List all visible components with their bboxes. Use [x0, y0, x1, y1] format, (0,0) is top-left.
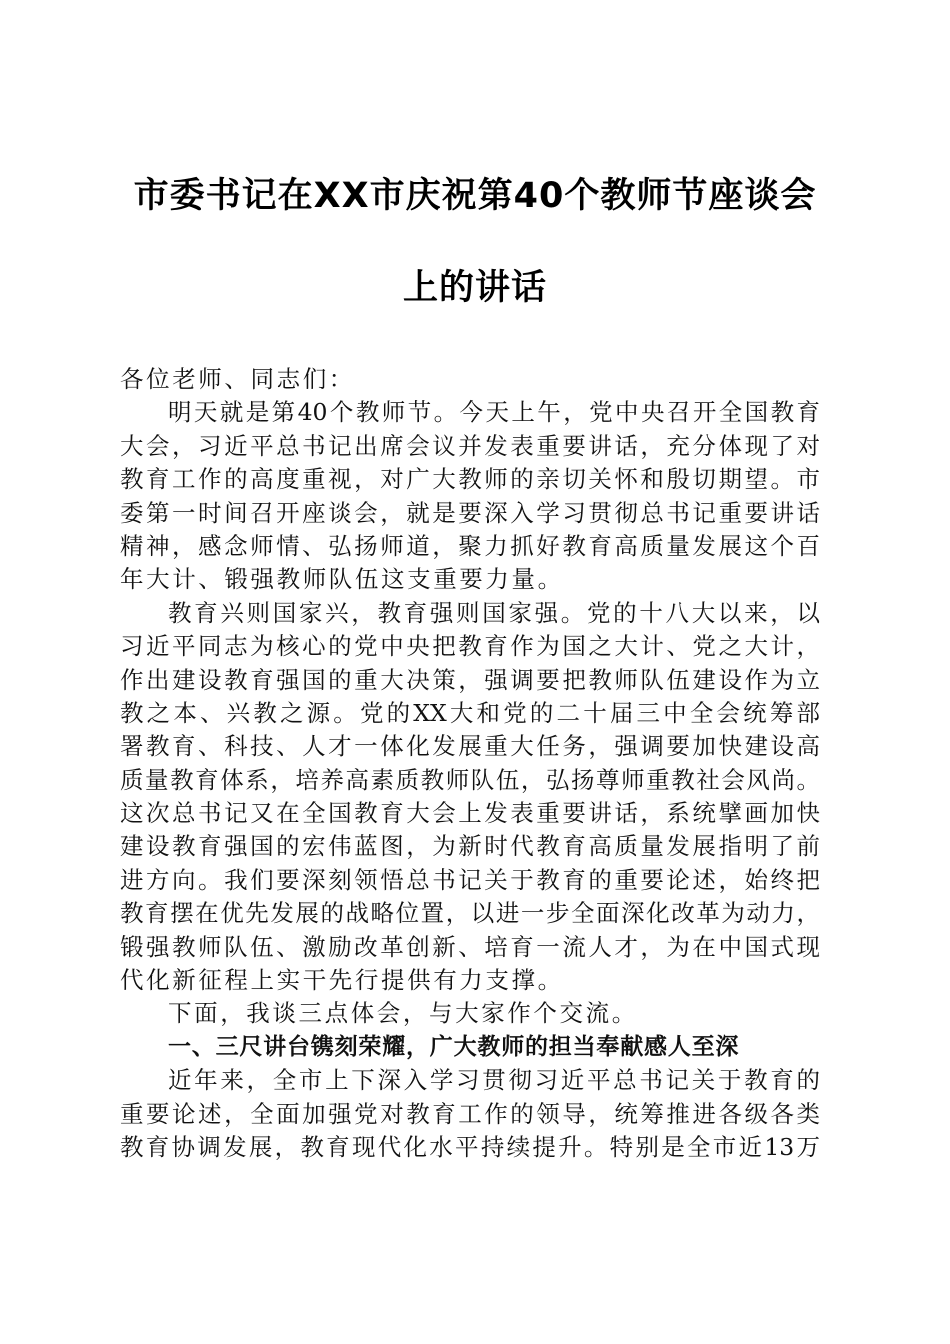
paragraph-2-line: 教育兴则国家兴，教育强则国家强。党的十八大以来，以	[168, 598, 820, 627]
section-heading: 一、三尺讲台镌刻荣耀，广大教师的担当奉献感人至深	[168, 1033, 740, 1060]
salutation: 各位老师、同志们：	[120, 365, 355, 393]
document-title-line-2: 上的讲话	[402, 268, 547, 308]
section-paragraph-line: 近年来，全市上下深入学习贯彻习近平总书记关于教育的	[168, 1066, 820, 1095]
paragraph-2-line: 进方向。我们要深刻领悟总书记关于教育的重要论述，始终把	[120, 865, 820, 894]
paragraph-2-line: 锻强教师队伍、激励改革创新、培育一流人才，为在中国式现	[120, 932, 820, 961]
paragraph-1-line: 年大计、锻强教师队伍这支重要力量。	[120, 565, 564, 594]
paragraph-2-line: 习近平同志为核心的党中央把教育作为国之大计、党之大计，	[120, 632, 820, 661]
section-paragraph-line: 重要论述，全面加强党对教育工作的领导，统筹推进各级各类	[120, 1099, 820, 1128]
paragraph-2-line: 教育摆在优先发展的战略位置，以进一步全面深化改革为动力，	[120, 899, 820, 928]
paragraph-3-line: 下面，我谈三点体会，与大家作个交流。	[168, 999, 638, 1028]
paragraph-2-line: 教之本、兴教之源。党的XX大和党的二十届三中全会统筹部	[120, 698, 820, 727]
paragraph-1-line: 教育工作的高度重视，对广大教师的亲切关怀和殷切期望。市	[120, 465, 820, 494]
document-body	[120, 363, 840, 1164]
paragraph-1-line: 委第一时间召开座谈会，就是要深入学习贯彻总书记重要讲话	[120, 498, 820, 527]
paragraph-2-line: 作出建设教育强国的重大决策，强调要把教师队伍建设作为立	[120, 665, 820, 694]
paragraph-2-line: 质量教育体系，培养高素质教师队伍，弘扬尊师重教社会风尚。	[120, 765, 820, 794]
paragraph-2-line: 建设教育强国的宏伟蓝图，为新时代教育高质量发展指明了前	[120, 832, 820, 861]
paragraph-2-line: 署教育、科技、人才一体化发展重大任务，强调要加快建设高	[120, 732, 820, 761]
section-paragraph-line: 教育协调发展，教育现代化水平持续提升。特别是全市近13万	[120, 1132, 820, 1161]
paragraph-2-line: 代化新征程上实干先行提供有力支撑。	[120, 966, 564, 995]
paragraph-1-line: 精神，感念师情、弘扬师道，聚力抓好教育高质量发展这个百	[120, 531, 820, 560]
paragraph-1-line: 明天就是第40个教师节。今天上午，党中央召开全国教育	[168, 398, 820, 427]
paragraph-2-line: 这次总书记又在全国教育大会上发表重要讲话，系统擘画加快	[120, 799, 820, 828]
document-title-line-1: 市委书记在XX市庆祝第40个教师节座谈会	[133, 176, 817, 216]
paragraph-1-line: 大会，习近平总书记出席会议并发表重要讲话，充分体现了对	[120, 431, 820, 460]
